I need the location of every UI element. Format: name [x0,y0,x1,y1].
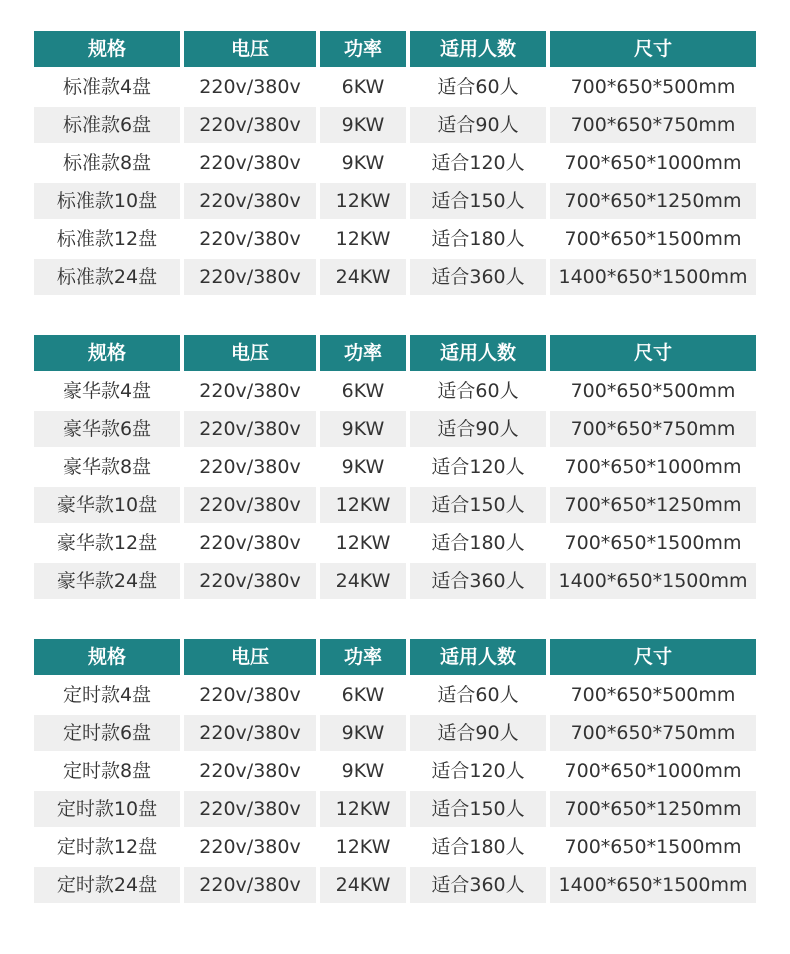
cell-spec: 定时款10盘 [34,791,180,827]
cell-size: 700*650*500mm [570,684,736,706]
cell-size: 700*650*1250mm [550,183,756,219]
cell-size: 1400*650*1500mm [550,259,756,295]
table-header [34,31,756,69]
cell-spec: 豪华款24盘 [34,563,180,599]
cell-spec: 标准款8盘 [62,152,152,174]
cell-power: 9KW [341,152,385,174]
cell-power: 6KW [341,684,385,706]
cell-capacity: 适合90人 [410,411,546,447]
spec-table-deluxe [34,335,756,601]
cell-voltage: 220v/380v [184,563,316,599]
table-row [34,563,756,601]
cell-capacity: 适合180人 [431,532,525,554]
cell-spec: 标准款12盘 [56,228,158,250]
table-row [34,753,756,791]
header-voltage: 电压 [184,639,316,675]
cell-voltage: 220v/380v [184,259,316,295]
cell-voltage: 220v/380v [199,532,301,554]
cell-capacity: 适合180人 [431,228,525,250]
cell-size: 700*650*1250mm [550,791,756,827]
header-voltage: 电压 [184,31,316,67]
cell-voltage: 220v/380v [184,867,316,903]
cell-size: 700*650*750mm [550,107,756,143]
cell-voltage: 220v/380v [199,380,301,402]
cell-size: 700*650*500mm [570,76,736,98]
cell-spec: 豪华款4盘 [62,380,152,402]
cell-power: 9KW [320,107,406,143]
cell-power: 9KW [320,715,406,751]
table-row [34,677,756,715]
cell-spec: 豪华款6盘 [34,411,180,447]
cell-spec: 标准款4盘 [62,76,152,98]
cell-power: 9KW [341,456,385,478]
cell-voltage: 220v/380v [184,715,316,751]
cell-voltage: 220v/380v [184,411,316,447]
cell-voltage: 220v/380v [199,760,301,782]
table-row [34,221,756,259]
cell-size: 1400*650*1500mm [550,563,756,599]
cell-voltage: 220v/380v [199,836,301,858]
cell-power: 12KW [335,836,391,858]
table-row [34,69,756,107]
cell-capacity: 适合150人 [410,183,546,219]
table-row [34,259,756,297]
cell-capacity: 适合120人 [431,456,525,478]
header-spec: 规格 [34,639,180,675]
cell-spec: 豪华款10盘 [34,487,180,523]
table-row [34,715,756,753]
cell-capacity: 适合120人 [431,760,525,782]
table-row [34,145,756,183]
cell-size: 700*650*1500mm [564,836,742,858]
cell-voltage: 220v/380v [184,487,316,523]
cell-size: 700*650*750mm [550,411,756,447]
table-header [34,335,756,373]
cell-voltage: 220v/380v [199,76,301,98]
table-row [34,867,756,905]
header-capacity: 适用人数 [410,335,546,371]
table-row [34,449,756,487]
cell-size: 700*650*500mm [570,380,736,402]
table-row [34,487,756,525]
cell-spec: 定时款4盘 [62,684,152,706]
table-row [34,791,756,829]
cell-power: 24KW [320,563,406,599]
table-row [34,411,756,449]
cell-capacity: 适合120人 [431,152,525,174]
cell-spec: 标准款10盘 [34,183,180,219]
cell-size: 700*650*1250mm [550,487,756,523]
cell-power: 9KW [320,411,406,447]
cell-capacity: 适合360人 [410,563,546,599]
cell-spec: 标准款24盘 [34,259,180,295]
header-capacity: 适用人数 [410,31,546,67]
cell-power: 12KW [335,228,391,250]
cell-size: 700*650*750mm [550,715,756,751]
header-voltage: 电压 [184,335,316,371]
cell-capacity: 适合90人 [410,715,546,751]
cell-power: 6KW [341,380,385,402]
header-size: 尺寸 [550,335,756,371]
cell-voltage: 220v/380v [199,228,301,250]
cell-size: 1400*650*1500mm [550,867,756,903]
header-size: 尺寸 [550,639,756,675]
cell-spec: 豪华款8盘 [62,456,152,478]
spec-table-timer [34,639,756,905]
cell-capacity: 适合360人 [410,867,546,903]
table-header [34,639,756,677]
cell-voltage: 220v/380v [199,684,301,706]
cell-power: 12KW [320,791,406,827]
cell-capacity: 适合90人 [410,107,546,143]
cell-voltage: 220v/380v [199,152,301,174]
cell-spec: 定时款6盘 [34,715,180,751]
cell-spec: 标准款6盘 [34,107,180,143]
cell-size: 700*650*1000mm [564,152,742,174]
table-row [34,373,756,411]
cell-capacity: 适合150人 [410,791,546,827]
cell-spec: 定时款12盘 [56,836,158,858]
header-capacity: 适用人数 [410,639,546,675]
cell-size: 700*650*1500mm [564,532,742,554]
cell-capacity: 适合60人 [437,76,519,98]
cell-size: 700*650*1000mm [564,456,742,478]
cell-spec: 豪华款12盘 [56,532,158,554]
table-row [34,525,756,563]
cell-capacity: 适合150人 [410,487,546,523]
cell-capacity: 适合60人 [437,380,519,402]
spec-table-standard [34,31,756,297]
header-spec: 规格 [34,31,180,67]
header-power: 功率 [320,639,406,675]
cell-power: 24KW [320,259,406,295]
table-row [34,107,756,145]
header-power: 功率 [320,335,406,371]
cell-power: 12KW [335,532,391,554]
cell-power: 9KW [341,760,385,782]
cell-spec: 定时款24盘 [34,867,180,903]
cell-size: 700*650*1000mm [564,760,742,782]
cell-power: 12KW [320,183,406,219]
cell-voltage: 220v/380v [184,107,316,143]
cell-power: 24KW [320,867,406,903]
table-row [34,183,756,221]
cell-capacity: 适合360人 [410,259,546,295]
cell-power: 12KW [320,487,406,523]
header-spec: 规格 [34,335,180,371]
cell-voltage: 220v/380v [199,456,301,478]
table-row [34,829,756,867]
cell-size: 700*650*1500mm [564,228,742,250]
header-size: 尺寸 [550,31,756,67]
cell-capacity: 适合180人 [431,836,525,858]
cell-voltage: 220v/380v [184,183,316,219]
cell-capacity: 适合60人 [437,684,519,706]
cell-voltage: 220v/380v [184,791,316,827]
cell-power: 6KW [341,76,385,98]
header-power: 功率 [320,31,406,67]
cell-spec: 定时款8盘 [62,760,152,782]
